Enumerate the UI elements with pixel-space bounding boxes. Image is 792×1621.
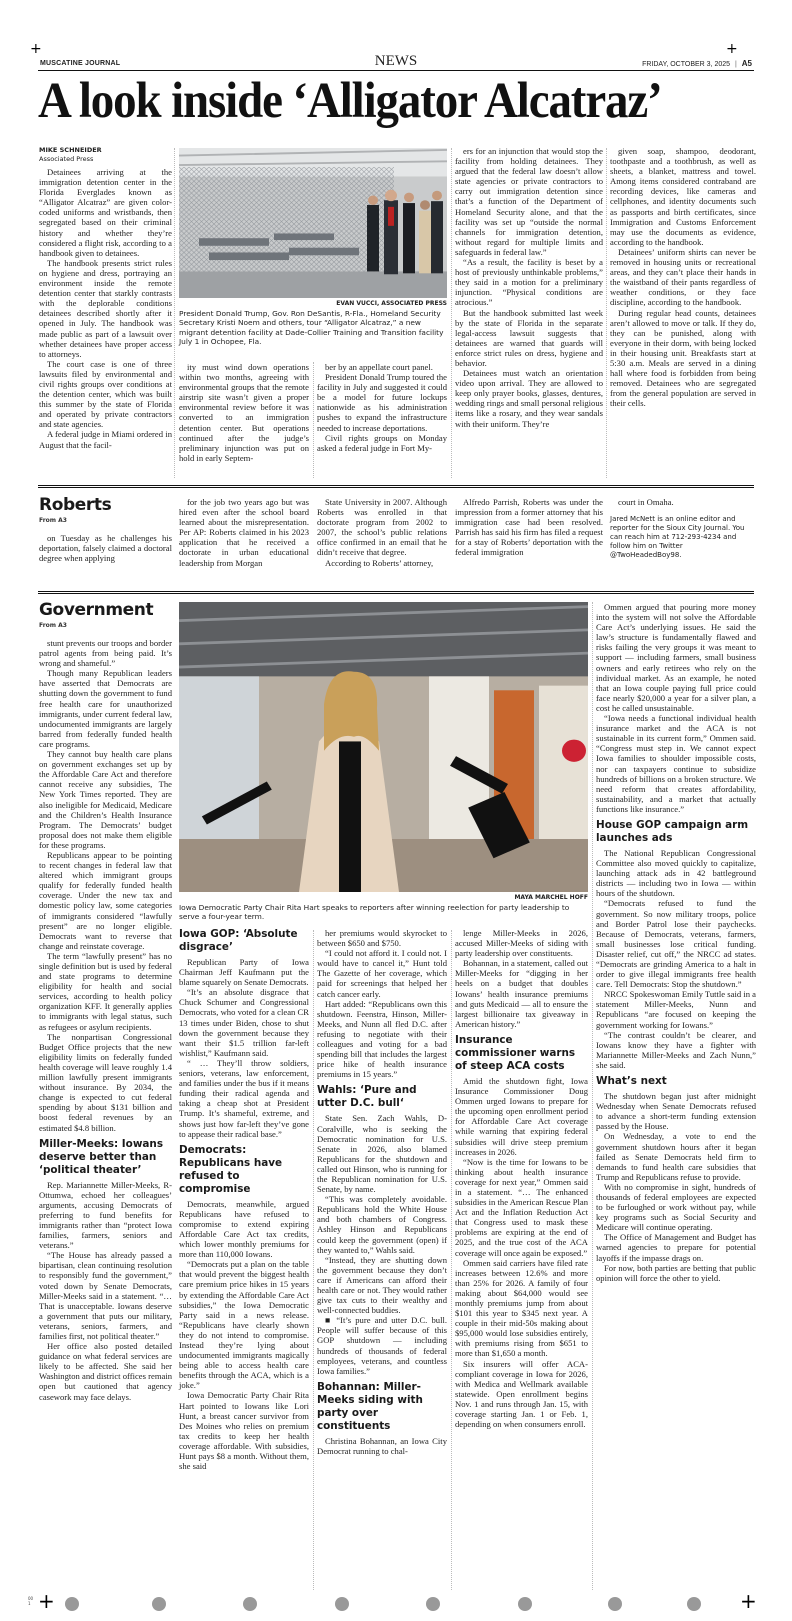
registration-dot: [608, 1597, 622, 1611]
paragraph: “Iowa needs a functional individual health insurance market and the ACA is not sustainable in its current form,” Ommen said. “Congress must step in. We cannot expect Iowa families to shoulder impossible costs, nor can taxpayers continue to subsidize hundreds of billions on a broken structure. We need reform that creates affordability, sustainability, and a market that actually functions like insurance.”: [596, 713, 756, 814]
section-label: NEWS: [374, 53, 418, 69]
subhead-miller-meeks: Miller-Meeks: Iowans deserve better than ‘political theater’: [39, 1137, 164, 1176]
article-column-3: [317, 362, 447, 453]
registration-dot: [426, 1597, 440, 1611]
article-column-1: [39, 146, 172, 450]
paragraph: State University in 2007. Although Roberts was enrolled in that doctorate program from 2002 to 2007, the school’s public relations office confirmed in an email that he didn’t receive that degree.: [317, 497, 447, 558]
roberts-column-5: [610, 497, 756, 560]
article-column-2: [179, 362, 309, 463]
government-jump-label: From A3: [39, 622, 67, 629]
paragraph: court in Omaha.: [618, 497, 674, 507]
paragraph: Detainees must watch an orientation video upon arrival. They are allowed to keep only prayer books, glasses, dentures, wedding rings and small personal religious items like a rosary, and they wear sandals with their uniform. They’re: [455, 368, 603, 429]
paragraph: President Donald Trump toured the facility in July and suggested it could be a model for future lockups nationwide as his administration pushes to expand the infrastructure needed to increase deportations.: [317, 372, 447, 433]
paragraph: They cannot buy health care plans on government exchanges set up by the Affordable Care Act and therefore cannot receive any subsidies, The New York Times reported. They are also ineligible for Medicaid, Medicare and the Children’s Health Insurance Program. The Democrats’ budget proposal does not make them eligible for these programs.: [39, 749, 172, 850]
byline-org: Associated Press: [39, 155, 94, 163]
paper-name: MUSCATINE JOURNAL: [40, 60, 121, 67]
paragraph: Hart added: “Republicans own this shutdown. Feenstra, Hinson, Miller-Meeks, and Nunn all fled D.C. after refusing to negotiate with their colleagues and voting for a bad spending bill that includes the largest price hike of health insurance premiums in 15 years.”: [317, 998, 447, 1080]
paragraph: Republicans appear to be pointing to recent changes in federal law that altered which immigrant groups qualify for federally funded health coverage. Under the new tax and domestic policy law, some categories of immigrants considered “lawfully present” are no longer eligible. Democrats want to reverse that change and reinstate coverage.: [39, 849, 172, 951]
paragraph: “Democrats refused to fund the government. So now military troops, police and Border Patrol lose their paychecks. Because of Democrats, veterans, farmers, small businesses lose critical funding. Disaster relief, cut off,” the NRCC ad states. “Democrats are grinding America to a halt in order to give illegal immigrants free health care. Tell Democrats: Stop the shutdown.”: [596, 898, 756, 990]
paragraph: Christina Bohannan, an Iowa City Democrat running to chal-: [317, 1435, 447, 1456]
crop-mark-top-left: +: [30, 41, 42, 57]
subhead-house-gop: House GOP campaign arm launches ads: [596, 818, 749, 844]
subhead-bohannan: Bohannan: Miller-Meeks siding with party over constituents: [317, 1380, 423, 1432]
paragraph: Ommen said carriers have filed rate increases between 12.6% and more than 25% for 2026. A family of four making about $64,000 would see monthly premiums jump from about $101 this year to $345 next year. A couple in their mid-50s making about $95,000 would lose subsidies entirely, with premiums rising from $651 to more than $1,650 a month.: [455, 1257, 588, 1359]
paragraph: for the job two years ago but was hired even after the school board learned about the misrepresentation. Per AP: Roberts claimed in his 2023 application that he received a doctorate in urban educational leadership from Morgan: [179, 497, 309, 568]
author-tagline: Jared McNett is an online editor and reporter for the Sioux City Journal. You can reach him at 712-293-4234 and follow him on Twitter @TwoHeadedBoy98.: [610, 515, 745, 560]
paragraph: ity must wind down operations within two months, agreeing with environmental groups that the remote airstrip site wasn’t given a proper environmental review before it was converted to an immigration detention center. But operations continued after the judge’s preliminary injunction was put on hold in early Septem-: [179, 362, 309, 463]
article-column-5: [610, 146, 756, 408]
photo-credit: MAYA MARCHEL HOFF: [514, 894, 588, 901]
paragraph: During regular head counts, detainees aren’t allowed to move or talk. If they do, they can be punished, along with everyone in their dorm, with being locked in their housing unit. Breakfasts start at 5:30 a.m. Meals are served in a dining hall where food is forbidden from being removed. Detainees who are segregated from the general population are served in their cells.: [610, 307, 756, 409]
subhead-wahls: Wahls: ‘Pure and utter D.C. bull‘: [317, 1084, 417, 1110]
paragraph: Republican Party of Iowa Chairman Jeff Kaufmann put the blame squarely on Senate Democrats.: [179, 957, 309, 988]
government-column-4: [455, 928, 588, 1429]
paragraph: Her office also posted detailed guidance on what federal services are likely to be affected. She said her Washington and district offices remain open but cautioned that agency casework may face delays.: [39, 1341, 172, 1402]
paragraph: “ … They’ll throw soldiers, seniors, veterans, law enforcement, and families under the bus if it means funding their radical agenda and taking a cheap shot at President Trump. It’s shameful, extreme, and shows just how far-left they’ve gone to appease their radical base.”: [179, 1057, 309, 1139]
paragraph: Alfredo Parrish, Roberts was under the impression from a former attorney that his immigration case had been resolved. Parrish has said his firm has filed a request for a stay of Roberts’ deportation with the federal immigration: [455, 497, 603, 558]
paragraph: Ommen argued that pouring more money into the system will not solve the Affordable Care Act’s underlying issues. He said the law’s structure is fundamentally flawed and risks failing the very groups it was meant to support — including farmers, small business owners and early retirees who rely on the individual market. As an example, he noted that an Iowa couple paying full price could face nearly $20,000 a year for a silver plan, a cost he called unsustainable.: [596, 602, 756, 713]
photo-alligator-alcatraz: [179, 148, 447, 298]
photo-credit: EVAN VUCCI, ASSOCIATED PRESS: [336, 300, 447, 307]
registration-dot: [152, 1597, 166, 1611]
roberts-column-1: [39, 495, 172, 563]
date-page: [642, 59, 752, 68]
paragraph: Detainees’ uniform shirts can never be removed in housing units or recreational areas, and they can’t place their hands in the waistband of their pants regardless of weather conditions, or they face discipline, according to the handbook.: [610, 246, 756, 308]
roberts-column-2: [179, 497, 309, 568]
paragraph: “As a result, the facility is beset by a host of previously unthinkable problems,” they said in a motion for a preliminary injunction. “Physical conditions are atrocious.”: [455, 257, 603, 308]
issue-date: FRIDAY, OCTOBER 3, 2025: [642, 61, 731, 68]
paragraph: According to Roberts’ attorney,: [325, 557, 434, 568]
paragraph: Amid the shutdown fight, Iowa Insurance Commissioner Doug Ommen urged Iowans to prepare for the upcoming open enrollment period for Affordable Care Act coverage while warning that expiring federal subsidies will drive steep premium increases in 2026.: [455, 1075, 588, 1157]
paragraph: “Instead, they are shutting down the government because they don’t care if Americans can afford their health care or not. They would rather give tax cuts to their wealthy and well-connected buddies.: [317, 1254, 447, 1316]
paragraph: The National Republican Congressional Committee also moved quickly to capitalize, launching attack ads in 42 battleground districts — including two in Iowa — within hours of the shutdown.: [596, 847, 756, 899]
page-number: A5: [741, 59, 752, 68]
press-photo-illustration: [179, 602, 588, 892]
registration-dot: [243, 1597, 257, 1611]
roberts-column-4: [455, 497, 603, 558]
photo-caption: Iowa Democratic Party Chair Rita Hart speaks to reporters after winning reelection for party leadership to serve a four-year term.: [179, 903, 570, 922]
roberts-jump-label: From A3: [39, 517, 67, 524]
paragraph: “Democrats put a plan on the table that would prevent the biggest health care premium price hikes in 15 years by extending the Affordable Care Act subsidies,” the Iowa Democratic Party said in a news release. “Republicans have clearly shown they do not intend to compromise. Instead they’re lying about undocumented immigrants magically being able to access health care benefits through the ACA, which is a joke.”: [179, 1259, 309, 1391]
paragraph: given soap, shampoo, deodorant, toothpaste and a toothbrush, as well as sheets, a blanket, mattress and towel. Among items considered contraband are recording devices, like cameras and cellphones, and identity documents such as passports and birth certificates, since Immigration and Customs Enforcement may use the documents as evidence, according to the handbook.: [610, 146, 756, 247]
photo-caption: President Donald Trump, Gov. Ron DeSantis, R-Fla., Homeland Security Secretary Kristi Noem and others, tour “Alligator Alcatraz,” a new migrant detention facility at Dade-Collier Training and Transition facility July 1 in Ochopee, Fla.: [179, 309, 444, 347]
byline-author: MIKE SCHNEIDER: [39, 146, 102, 154]
government-column-5: [596, 602, 756, 1283]
government-column-1: [39, 600, 172, 1402]
facility-photo-illustration: [179, 148, 447, 298]
paragraph: On Wednesday, a vote to end the government shutdown hours after it began failed as Senate Democrats held firm to demands to fund health care subsidies that Trump and Republicans refuse to provide.: [596, 1131, 756, 1182]
registration-dot: [335, 1597, 349, 1611]
subhead-iowa-gop: Iowa GOP: ‘Absolute disgrace’: [179, 928, 298, 953]
crop-mark-bottom-right: +: [740, 1589, 757, 1613]
paragraph: Civil rights groups on Monday asked a federal judge in Fort My-: [317, 432, 447, 453]
page-marker: 00 1: [28, 1596, 34, 1606]
paragraph: But the handbook submitted last week by the state of Florida in the separate legal-access lawsuit suggests that detainees are warned that guards will enforce strict rules on dress, hygiene and behavior.: [455, 307, 603, 368]
paragraph: “This was completely avoidable. Republicans hold the White House and both chambers of Congress. Ashley Hinson and Republicans could keep the government (open) if they wanted to,” Wahls said.: [317, 1194, 447, 1255]
paragraph: on Tuesday as he challenges his deportation, falsely claimed a doctoral degree when applying: [39, 533, 172, 564]
paragraph: Detainees arriving at the immigration detention center in the Florida Everglades known as “Alligator Alcatraz” are given color-coded uniforms and wristbands, then segregated based on their criminal history and whether they’re considered a flight risk, according to a handbook given to detainees.: [39, 167, 172, 258]
paragraph: A federal judge in Miami ordered in August that the facil-: [39, 429, 172, 450]
crop-mark-top-right: +: [726, 41, 738, 57]
paragraph: ers for an injunction that would stop the facility from holding detainees. They argued that the federal law doesn’t allow state agencies or private contractors to carry out immigration detention since that’s a function of the Department of Homeland Security alone, and that the facility was set up “outside the normal channels for immigration detention, without regard for multiple limits and safeguards in federal law.”: [455, 146, 603, 257]
photo-rita-hart: [179, 602, 588, 892]
paragraph: lenge Miller-Meeks in 2026, accused Miller-Meeks of siding with party leadership over constituents.: [455, 928, 588, 959]
registration-dot: [518, 1597, 532, 1611]
separator: |: [734, 61, 737, 68]
government-column-2: [179, 928, 309, 1471]
paragraph: The term “lawfully present” has no single definition but is used by federal and state programs to determine eligibility for health and social services, according to health policy organization KFF. It generally applies to immigrants with legal status, such as refugees or asylum recipients.: [39, 950, 172, 1032]
paragraph: ■ “It’s pure and utter D.C. bull. People will suffer because of this GOP shutdown — including hundreds of thousands of federal employees, veterans, and countless Iowa families.”: [317, 1315, 447, 1376]
paragraph: her premiums would skyrocket to between $650 and $750.: [317, 928, 447, 949]
paragraph: “I could not afford it. I could not. I would have to cancel it,” Hunt told The Gazette of her coverage, which paid for screenings that helped her catch cancer early.: [317, 948, 447, 999]
paragraph: The handbook presents strict rules on hygiene and dress, portraying an environment inside the remote detention center that starkly contrasts with the deplorable conditions detainees described shortly after it opened in July. The handbook was made public as part of a lawsuit over whether detainees have proper access to attorneys.: [39, 257, 172, 359]
paragraph: Though many Republican leaders have asserted that Democrats are shutting down the government to fund free health care for unauthorized immigrants, under current federal law, undocumented immigrants are largely barred from federally funded health care programs.: [39, 668, 172, 749]
article-column-4: [455, 146, 603, 429]
paragraph: Democrats, meanwhile, argued Republicans have refused to compromise to extend expiring Affordable Care Act tax credits, which lower monthly premiums for more than 110,000 Iowans.: [179, 1198, 309, 1260]
paragraph: “The contrast couldn’t be clearer, and Iowans know they have a fighter with Mariannette Miller-Meeks and Zach Nunn,” she said.: [596, 1029, 756, 1070]
paragraph: For now, both parties are betting that public opinion will force the other to yield.: [596, 1262, 756, 1283]
paragraph: The nonpartisan Congressional Budget Office projects that the new eligibility limits on federally funded health coverage will leave roughly 1.4 million lawfully present immigrants without insurance. By 2034, the change is expected to cut federal spending by about $131 billion and boost federal revenues by an estimated $4.8 billion.: [39, 1031, 172, 1133]
section-divider-1: [38, 485, 754, 488]
paragraph: The Office of Management and Budget has warned agencies to prepare for potential layoffs if the impasse drags on.: [596, 1232, 756, 1263]
subhead-insurance: Insurance commissioner warns of steep ACA costs: [455, 1033, 576, 1072]
paragraph: stunt prevents our troops and border patrol agents from being paid. It’s wrong and shameful.”: [39, 638, 172, 669]
paragraph: NRCC Spokeswoman Emily Tuttle said in a statement Miller-Meeks, Nunn and Republicans “are focused on keeping the government working for Iowans.”: [596, 989, 756, 1030]
paragraph: Iowa Democratic Party Chair Rita Hart pointed to Iowans like Lori Hunt, a breast cancer survivor from Des Moines who relies on premium tax credits to keep her health coverage affordable. With subsidies, Hunt pays $8 a month. Without them, she said: [179, 1390, 309, 1472]
registration-dot: [65, 1597, 79, 1611]
paragraph: State Sen. Zach Wahls, D-Coralville, who is seeking the Democratic nomination for U.S. Senate in 2026, also blamed Republicans for the shutdown and called out Hinson, who is running for the Republican nomination for U.S. Senate, by name.: [317, 1113, 447, 1195]
government-title: Government: [39, 600, 154, 620]
crop-mark-bottom-left: +: [38, 1589, 55, 1613]
government-column-3: [317, 928, 447, 1456]
subhead-democrats: Democrats: Republicans have refused to compromise: [179, 1143, 283, 1195]
registration-dot: [687, 1597, 701, 1611]
roberts-title: Roberts: [39, 495, 112, 515]
paragraph: “The House has already passed a bipartisan, clean continuing resolution to responsibly fund the government,” voted down by Senate Democrats, Miller-Meeks said in a statement. “… That is unacceptable. Iowans deserve a government that puts our military, veterans, seniors, farmers, and families first, not political theater.”: [39, 1250, 172, 1341]
paragraph: Six insurers will offer ACA-compliant coverage in Iowa for 2026, with Medica and Wellmark available statewide. Open enrollment begins Nov. 1 and runs through Jan. 15, with coverage starting Jan. 1 or Feb. 1, depending on when consumers enroll.: [455, 1358, 588, 1430]
paragraph: Rep. Mariannette Miller-Meeks, R-Ottumwa, echoed her colleagues’ arguments, accusing Democrats of preferring to fund benefits for immigrants rather than “protect Iowa families, farmers, seniors and veterans.”: [39, 1179, 172, 1251]
roberts-column-3: [317, 497, 447, 568]
paragraph: With no compromise in sight, hundreds of thousands of federal employees are expected to be furloughed or work without pay, while key programs such as Social Security and Medicare will continue operating.: [596, 1181, 756, 1233]
page-headline: A look inside ‘Alligator Alcatraz’: [38, 73, 662, 129]
paragraph: “Now is the time for Iowans to be thinking about health insurance coverage for next year,” Ommen said in a statement. “… The enhanced subsidies in the American Rescue Plan Act and the Inflation Reduction Act that Congress used to mask these problems are expiring at the end of 2025, and the true cost of the ACA coverage will once again be exposed.”: [455, 1156, 588, 1258]
subhead-whats-next: What’s next: [596, 1075, 667, 1088]
paragraph: The court case is one of three lawsuits filed by environmental and civil rights groups over conditions at the detention center, which was built this summer by the state of Florida and operated by private contractors and state agencies.: [39, 358, 172, 430]
paragraph: ber by an appellate court panel.: [325, 362, 433, 372]
paragraph: Bohannan, in a statement, called out Miller-Meeks for “digging in her heels on a budget that doubles Iowans’ health insurance premiums and guts Medicaid — all to ensure the largest billionaire tax giveaway in American history.”: [455, 958, 588, 1029]
section-divider-2: [38, 591, 754, 594]
masthead-rule: [38, 70, 754, 71]
paragraph: “It’s an absolute disgrace that Chuck Schumer and Congressional Democrats, who voted for a clean CR 13 times under Biden, chose to shut down the government because they want their $1.5 trillion far-left wishlist,” Kaufmann said.: [179, 987, 309, 1058]
paragraph: The shutdown began just after midnight Wednesday when Senate Democrats refused to advance a short-term funding extension passed by the House.: [596, 1091, 756, 1132]
